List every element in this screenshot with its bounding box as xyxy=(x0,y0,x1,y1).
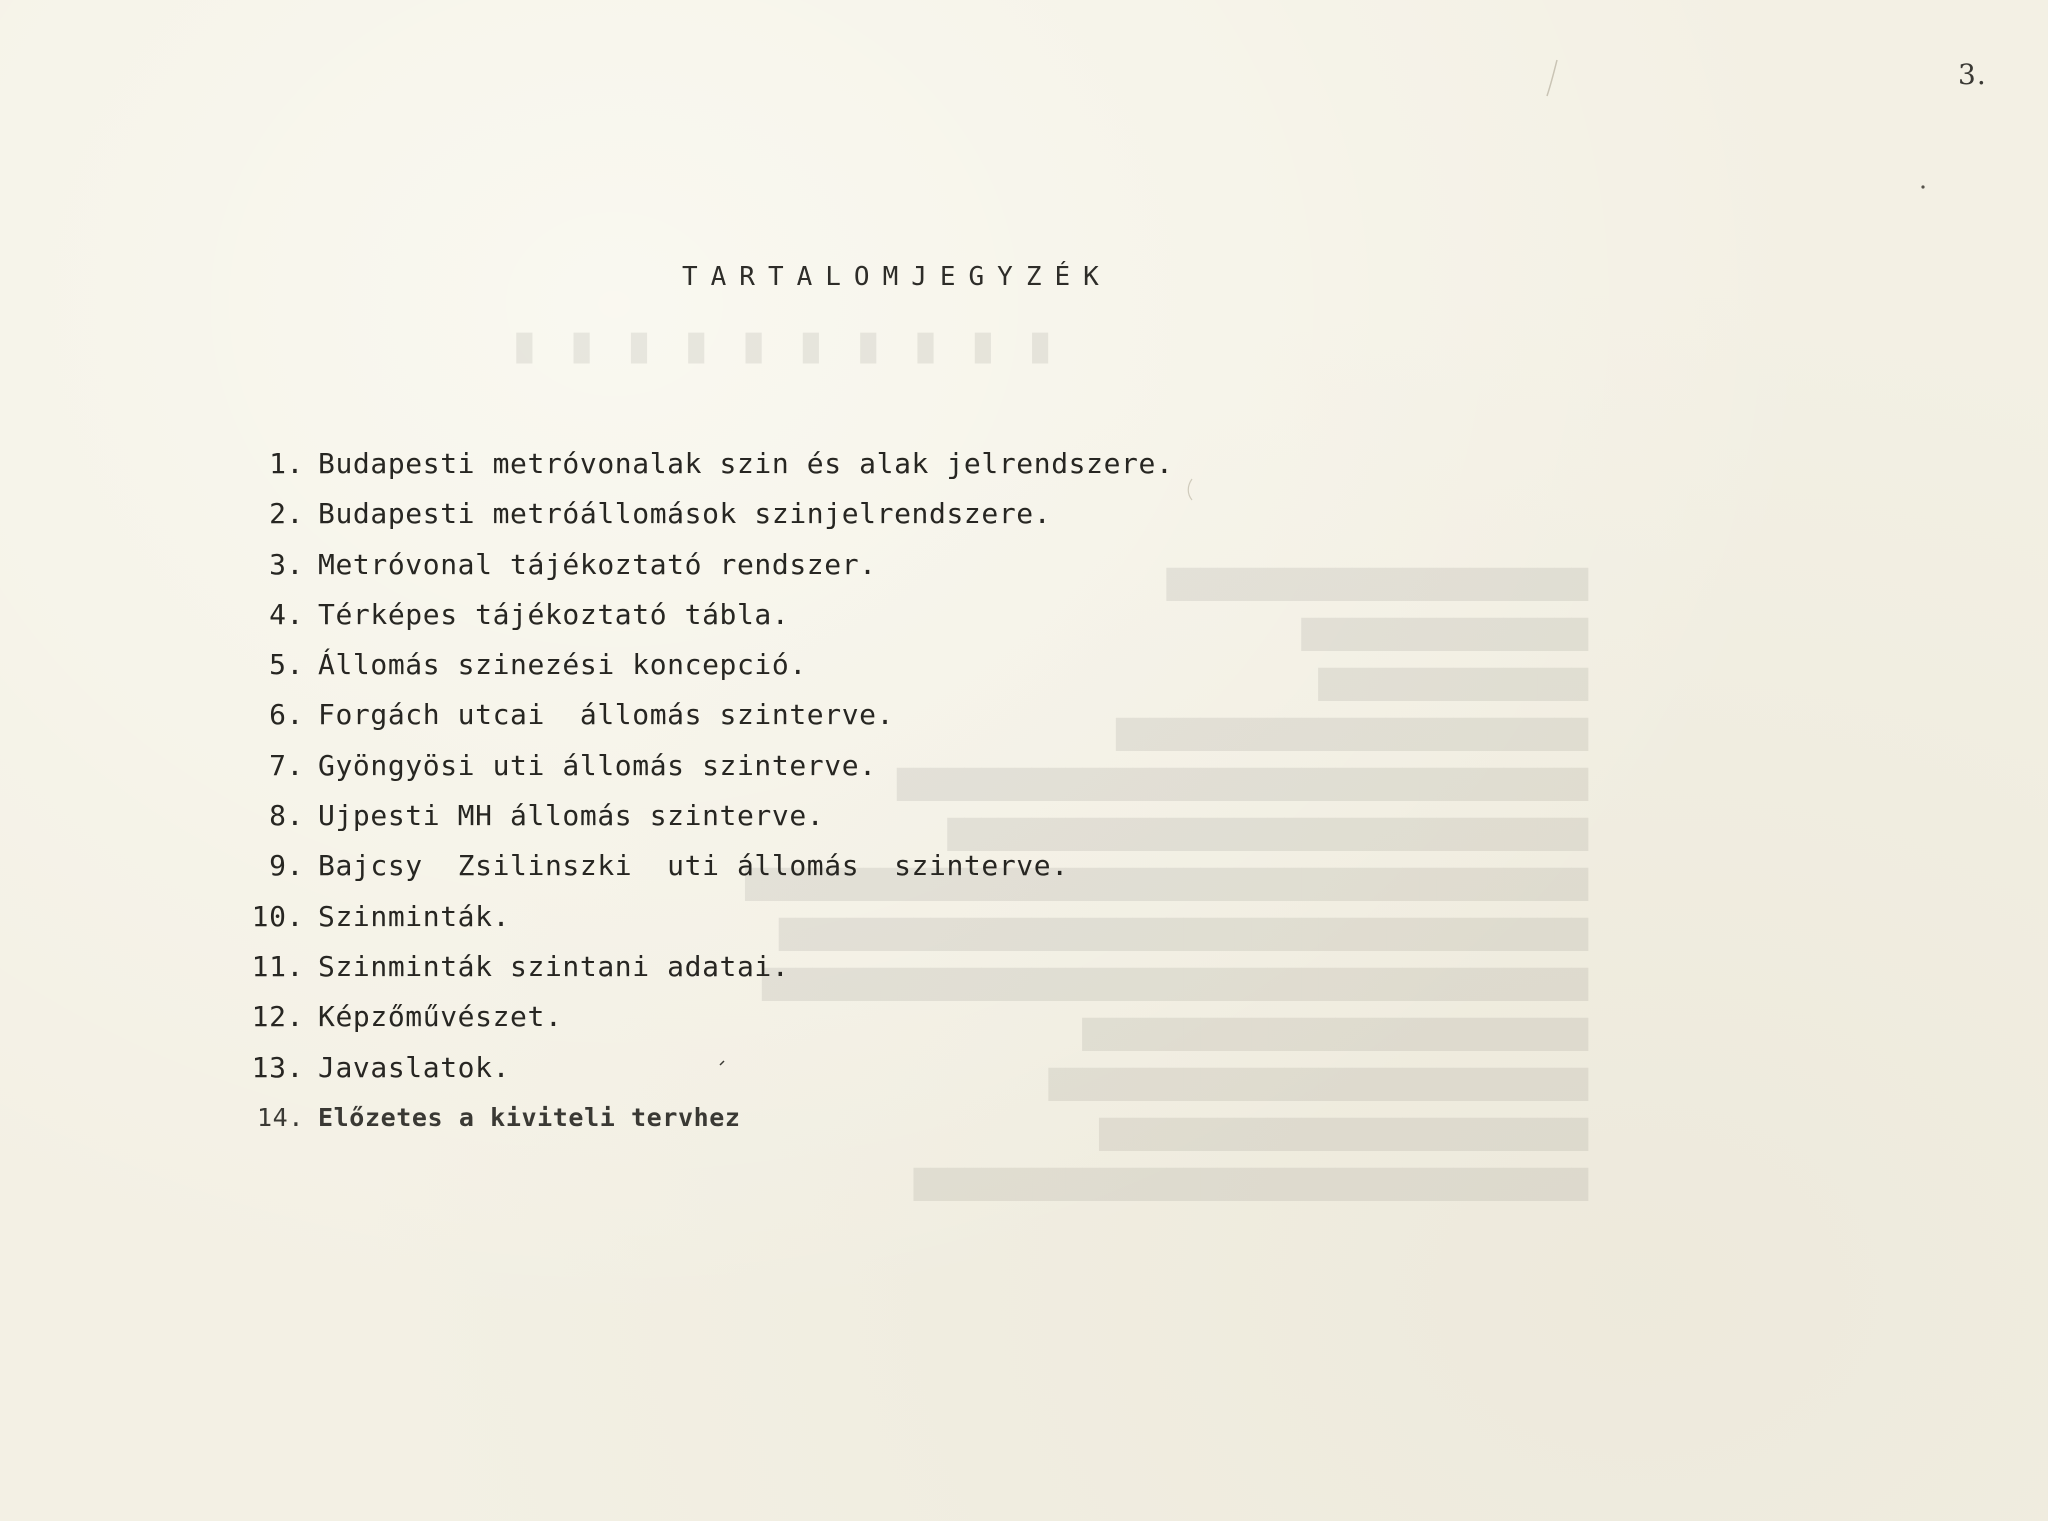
toc-item-text: Előzetes a kiviteli tervhez xyxy=(318,1102,741,1132)
toc-item xyxy=(232,1046,1173,1096)
toc-item-text: Forgách utcai állomás szinterve. xyxy=(318,698,895,732)
toc-item-number: 2. xyxy=(269,497,304,531)
ghost-line: ████████████████ xyxy=(1318,668,1588,701)
toc-item xyxy=(232,442,1173,492)
toc-item-text: Metróvonal tájékoztató rendszer. xyxy=(318,547,877,581)
paper-speck xyxy=(1184,478,1194,502)
toc-item-text: Bajcsy Zsilinszki uti állomás szinterve. xyxy=(318,849,1069,883)
toc-item-text: Képzőművészet. xyxy=(318,1000,563,1034)
toc-item-number: 9. xyxy=(269,849,304,883)
ghost-line: ████████████████████████████████ xyxy=(1048,1068,1588,1101)
page-title: TARTALOMJEGYZÉK xyxy=(682,262,1112,292)
toc-item-number: 10. xyxy=(251,899,304,933)
toc-item-number: 12. xyxy=(251,1000,304,1034)
table-of-contents xyxy=(232,442,1173,1146)
toc-item-number: 3. xyxy=(269,547,304,581)
toc-item-number: 14. xyxy=(257,1102,304,1132)
ghost-line: ██████████████████████████████ xyxy=(1082,1018,1588,1051)
ghost-line: █████████████████████████████ xyxy=(1099,1118,1588,1151)
toc-item-text: Javaslatok. xyxy=(318,1050,511,1084)
toc-item-text: Gyöngyösi uti állomás szinterve. xyxy=(318,748,877,782)
toc-item xyxy=(232,844,1173,894)
ghost-line: █████████████████████████ xyxy=(1166,568,1588,601)
ghost-line: █████████████████ xyxy=(1301,618,1588,651)
ghost-line: ████████████████████████████████████████████████ xyxy=(778,918,1588,951)
page-number: 3. xyxy=(1958,58,1987,91)
toc-item-number: 11. xyxy=(251,949,304,983)
ghost-line: ████████████████████████████ xyxy=(1115,718,1588,751)
ghost-line: ██████████████████████████████████████████████████ xyxy=(745,868,1588,901)
toc-item-number: 7. xyxy=(269,748,304,782)
ghost-line: ██████████████████████████████████████ xyxy=(947,818,1588,851)
ghost-heading: █ █ █ █ █ █ █ █ █ █ xyxy=(503,334,1048,364)
toc-item xyxy=(232,1096,1173,1146)
toc-item-number: 8. xyxy=(269,799,304,833)
toc-item xyxy=(232,543,1173,593)
ghost-line: ████████████████████████████████████████ xyxy=(913,1168,1588,1201)
ghost-line: █████████████████████████████████████████ xyxy=(896,768,1588,801)
toc-item-number: 13. xyxy=(251,1050,304,1084)
toc-item xyxy=(232,492,1173,542)
toc-item-number: 5. xyxy=(269,648,304,682)
toc-item-text: Budapesti metróvonalak szin és alak jelrendszere. xyxy=(318,447,1174,480)
toc-item xyxy=(232,995,1173,1045)
toc-item-number: 1. xyxy=(269,447,304,480)
toc-item-text: Ujpesti MH állomás szinterve. xyxy=(318,799,825,833)
toc-item-number: 4. xyxy=(269,597,304,631)
toc-item xyxy=(232,693,1173,743)
toc-item xyxy=(232,744,1173,794)
toc-item xyxy=(232,593,1173,643)
toc-item xyxy=(232,794,1173,844)
toc-item xyxy=(232,895,1173,945)
ghost-line: █████████████████████████████████████████████████ xyxy=(761,968,1588,1001)
toc-item-text: Állomás szinezési koncepció. xyxy=(318,648,807,682)
pencil-mark xyxy=(1545,58,1559,98)
toc-item xyxy=(232,643,1173,693)
paper-speck xyxy=(1920,184,1926,190)
toc-item-number: 6. xyxy=(269,698,304,732)
toc-item xyxy=(232,945,1173,995)
toc-item-text: Szinminták szintani adatai. xyxy=(318,949,790,983)
toc-item-text: Budapesti metróállomások szinjelrendszere. xyxy=(318,497,1052,531)
toc-item-text: Szinminták. xyxy=(318,899,511,933)
toc-item-text: Térképes tájékoztató tábla. xyxy=(318,597,790,631)
